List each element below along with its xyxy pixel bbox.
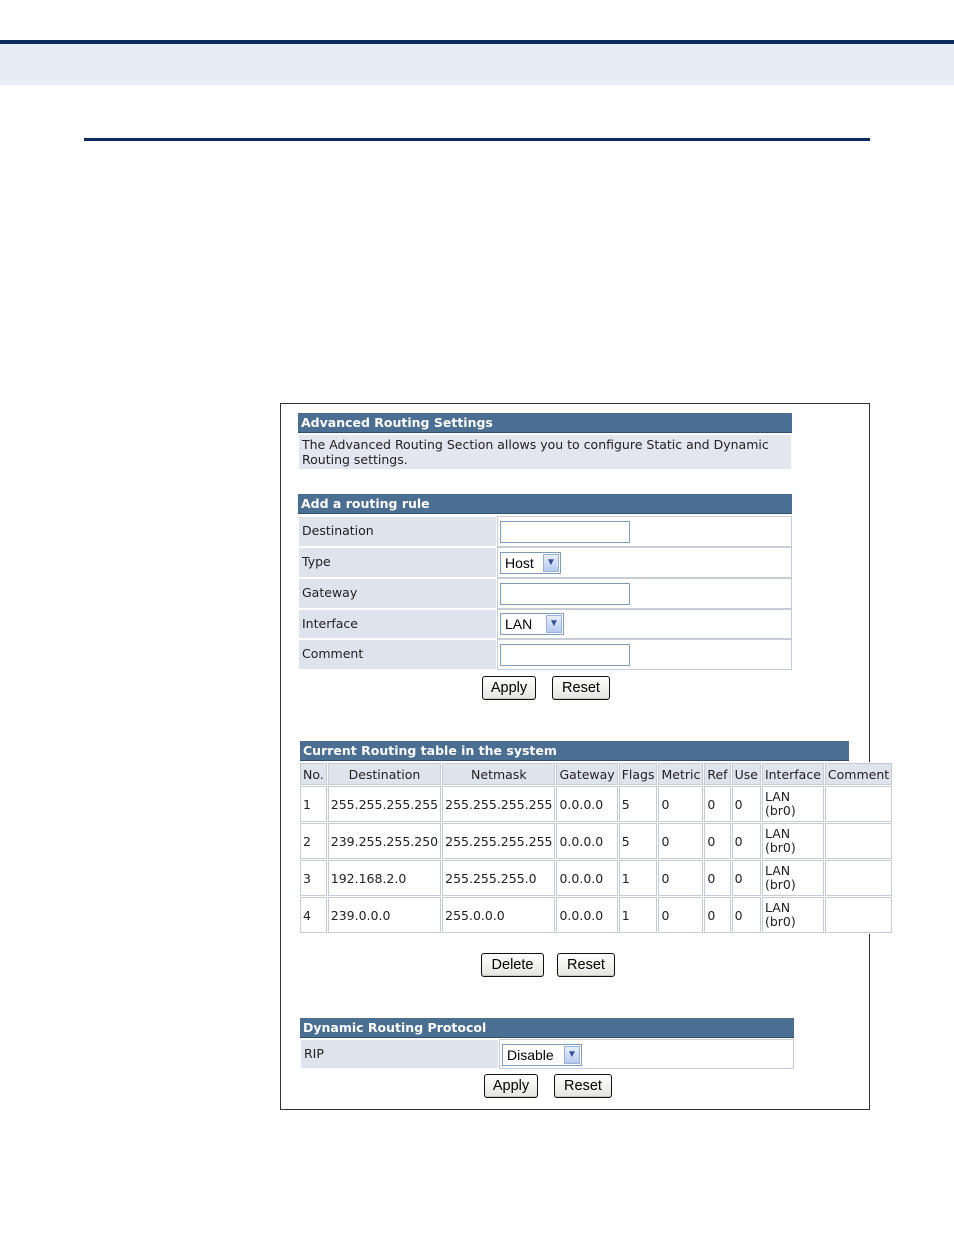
comment-label: Comment [298, 639, 497, 670]
rule-apply-button[interactable]: Apply [482, 676, 536, 700]
destination-input[interactable] [500, 521, 630, 543]
cell-netmask: 255.255.255.255 [442, 786, 555, 822]
cell-destination: 192.168.2.0 [328, 860, 441, 896]
interface-device: (br0) [764, 877, 796, 892]
gateway-cell [497, 578, 792, 609]
interface-cell [497, 609, 792, 639]
cell-flags: 5 [619, 823, 658, 859]
cell-netmask: 255.255.255.0 [442, 860, 555, 896]
interface-name: LAN [764, 789, 791, 804]
cell-comment [825, 897, 892, 933]
type-select-value: Host [505, 555, 534, 571]
delete-button[interactable]: Delete [481, 953, 544, 977]
table-row [300, 860, 892, 896]
interface-device: (br0) [764, 803, 796, 818]
column-header: Interface [762, 763, 824, 785]
rule-reset-button[interactable]: Reset [552, 676, 610, 700]
cell-comment [825, 786, 892, 822]
interface-name: LAN [764, 826, 791, 841]
cell-no: 4 [300, 897, 327, 933]
advanced-routing-header: Advanced Routing Settings [298, 413, 792, 433]
cell-interface [762, 897, 824, 933]
cell-interface [762, 823, 824, 859]
cell-comment [825, 860, 892, 896]
table-reset-button[interactable]: Reset [557, 953, 615, 977]
table-row [300, 786, 892, 822]
cell-interface [762, 786, 824, 822]
column-header: Netmask [442, 763, 555, 785]
interface-name: LAN [764, 900, 791, 915]
destination-label: Destination [298, 516, 497, 547]
column-header: Use [732, 763, 761, 785]
cell-metric: 0 [658, 860, 703, 896]
cell-use: 0 [732, 860, 761, 896]
rip-label: RIP [300, 1039, 499, 1069]
cell-metric: 0 [658, 897, 703, 933]
cell-destination: 239.255.255.250 [328, 823, 441, 859]
column-header: Flags [619, 763, 658, 785]
interface-select[interactable] [500, 613, 564, 635]
interface-label: Interface [298, 609, 497, 639]
cell-netmask: 255.255.255.255 [442, 823, 555, 859]
cell-gateway: 0.0.0.0 [556, 897, 617, 933]
type-select[interactable] [500, 552, 561, 574]
cell-netmask: 255.0.0.0 [442, 897, 555, 933]
table-row [300, 823, 892, 859]
cell-use: 0 [732, 823, 761, 859]
type-label: Type [298, 547, 497, 578]
chevron-down-icon[interactable]: ▼ [546, 615, 562, 633]
cell-ref: 0 [704, 860, 730, 896]
cell-flags: 5 [619, 786, 658, 822]
cell-no: 2 [300, 823, 327, 859]
cell-gateway: 0.0.0.0 [556, 860, 617, 896]
column-header: Gateway [556, 763, 617, 785]
dynamic-routing-header: Dynamic Routing Protocol [300, 1018, 794, 1038]
cell-use: 0 [732, 897, 761, 933]
cell-metric: 0 [658, 786, 703, 822]
routing-table [299, 762, 893, 934]
column-header: No. [300, 763, 327, 785]
cell-flags: 1 [619, 897, 658, 933]
cell-destination: 239.0.0.0 [328, 897, 441, 933]
destination-cell [497, 516, 792, 547]
column-header: Destination [328, 763, 441, 785]
interface-name: LAN [764, 863, 791, 878]
cell-ref: 0 [704, 823, 730, 859]
routing-table-header: Current Routing table in the system [300, 741, 849, 761]
rip-select-value: Disable [507, 1047, 554, 1063]
screenshot-frame [280, 403, 890, 1110]
section-rule [84, 138, 870, 141]
gateway-input[interactable] [500, 583, 630, 605]
interface-select-value: LAN [505, 616, 533, 632]
column-header: Ref [704, 763, 730, 785]
advanced-routing-description: The Advanced Routing Section allows you to configure Static and Dynamic Routing settings. [298, 434, 792, 470]
cell-use: 0 [732, 786, 761, 822]
interface-device: (br0) [764, 840, 796, 855]
routing-table-header-row [300, 763, 892, 785]
cell-gateway: 0.0.0.0 [556, 786, 617, 822]
cell-ref: 0 [704, 897, 730, 933]
cell-metric: 0 [658, 823, 703, 859]
cell-interface [762, 860, 824, 896]
cell-gateway: 0.0.0.0 [556, 823, 617, 859]
comment-cell [497, 639, 792, 670]
table-row [300, 897, 892, 933]
chevron-down-icon[interactable]: ▼ [564, 1046, 580, 1064]
cell-ref: 0 [704, 786, 730, 822]
cell-comment [825, 823, 892, 859]
cell-no: 3 [300, 860, 327, 896]
add-routing-rule-header: Add a routing rule [298, 494, 792, 514]
column-header: Comment [825, 763, 892, 785]
rip-cell [499, 1039, 794, 1069]
cell-flags: 1 [619, 860, 658, 896]
type-cell [497, 547, 792, 578]
rip-select[interactable] [502, 1044, 582, 1066]
gateway-label: Gateway [298, 578, 497, 609]
column-header: Metric [658, 763, 703, 785]
comment-input[interactable] [500, 644, 630, 666]
dynamic-reset-button[interactable]: Reset [554, 1074, 612, 1098]
chevron-down-icon[interactable]: ▼ [543, 554, 559, 572]
cell-no: 1 [300, 786, 327, 822]
interface-device: (br0) [764, 914, 796, 929]
page-header-band [0, 44, 954, 85]
cell-destination: 255.255.255.255 [328, 786, 441, 822]
dynamic-apply-button[interactable]: Apply [484, 1074, 538, 1098]
